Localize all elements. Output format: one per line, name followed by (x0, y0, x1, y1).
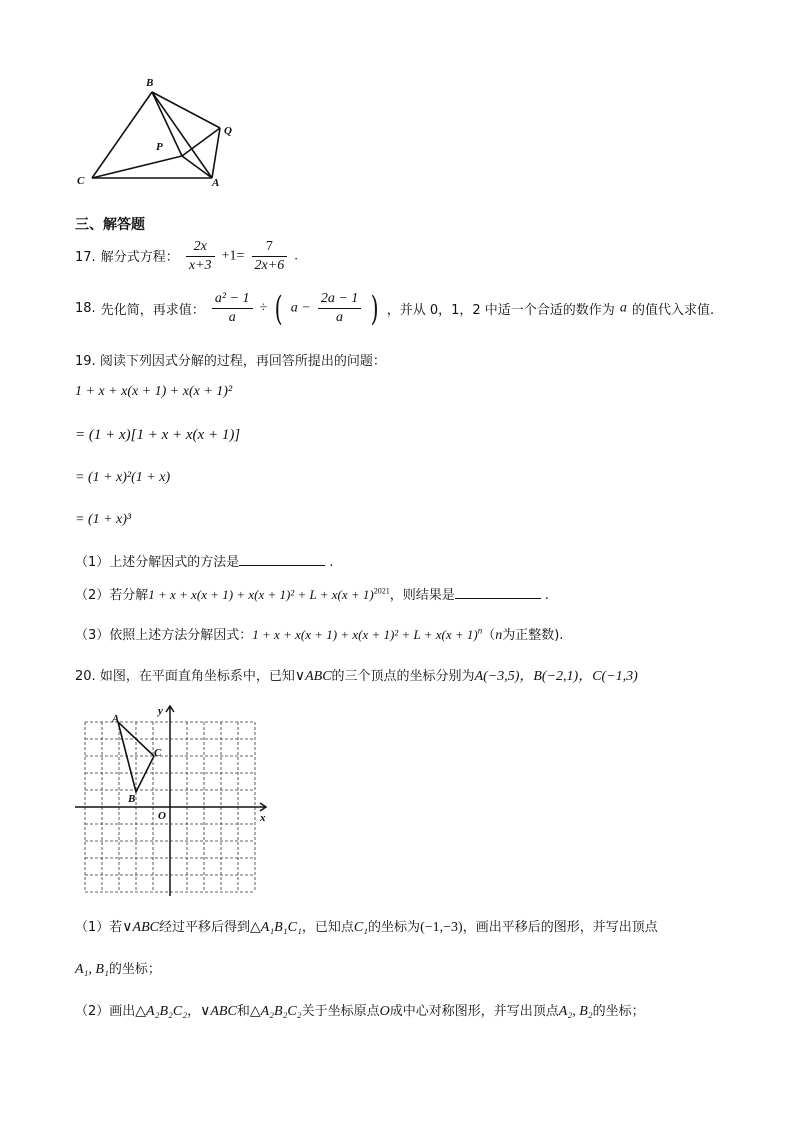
q18-f2-numerator: 2a − 1 (318, 290, 361, 309)
q18-f1-denominator: a (228, 310, 236, 325)
grid-label-c: C (154, 747, 162, 759)
q19-part-2 (75, 584, 549, 603)
q19-intro: 阅读下列因式分解的过程，再回答所提出的问题： (99, 354, 386, 369)
q19-part-1 (75, 551, 333, 570)
q17-text: 解分式方程： (100, 250, 179, 265)
q19-p3-exponent: n (477, 625, 483, 636)
q18-tail: ，并从 0，1，2 中适一个合适的数作为 (386, 303, 615, 318)
q20-text2: 的三个顶点的坐标分别为 (331, 669, 475, 684)
q20-p1-end2: 的坐标； (108, 962, 161, 977)
q18-var: a (619, 300, 627, 316)
grid-label-y: y (158, 705, 163, 717)
q20-p1-mid2: ，已知点 (301, 920, 354, 935)
q17-end: . (294, 248, 298, 264)
question-20 (75, 665, 638, 685)
question-17 (75, 238, 298, 275)
grid-label-b: B (128, 793, 136, 805)
q20-part-2 (75, 1000, 645, 1020)
q19-p3-text: （3）依照上述方法分解因式： (75, 628, 253, 643)
q20-p1-mid3: 的坐标为 (368, 920, 421, 935)
q20-p2-end: 的坐标； (592, 1004, 645, 1019)
label-p: P (156, 141, 163, 153)
q19-p3-var: n (495, 628, 503, 643)
q17-rhs-denominator: 2x+6 (254, 258, 285, 273)
q19-line-1: 1 + x + x(x + 1) + x(x + 1)² (75, 384, 233, 399)
q20-part-1-line-2 (75, 958, 161, 978)
q20-p1-end: ，画出平移后的图形，并写出顶点 (462, 920, 658, 935)
quadrilateral-figure (72, 72, 242, 194)
q17-lhs-fraction (186, 238, 215, 275)
q18-f1-numerator: a² − 1 (212, 290, 253, 309)
q20-p2-tri2: △A₂B₂C₂ (249, 1004, 302, 1019)
grid-label-o: O (158, 810, 166, 822)
q17-lhs-numerator: 2x (186, 238, 215, 257)
q20-p1-coord: (−1,−3) (420, 920, 463, 935)
label-a: A (212, 177, 220, 189)
q19-line-4: = (1 + x)³ (75, 512, 132, 527)
label-c: C (77, 175, 85, 187)
q19-p3-post: （ (482, 628, 496, 643)
q17-rhs-numerator: 7 (252, 238, 288, 257)
q19-p3-post2: 为正整数). (502, 628, 564, 643)
q20-triangle: ∨ABC (294, 669, 332, 684)
q20-p1-pre: （1）若 (75, 920, 123, 935)
q19-p2-post: ，则结果是 (389, 588, 455, 603)
q19-p2-end: . (544, 588, 549, 603)
q19-line-2: = (1 + x)[1 + x + x(x + 1)] (75, 427, 241, 443)
q17-lhs-denominator: x+3 (188, 258, 212, 273)
q19-intro-line (75, 350, 386, 369)
q19-p1-end: . (329, 555, 334, 570)
q20-p1-tri: ∨ABC (122, 920, 159, 935)
q20-p2-o: O (379, 1004, 390, 1019)
q20-p2-sep: ， (187, 1004, 201, 1019)
q17-number: 17. (75, 250, 96, 265)
q19-line-3: = (1 + x)²(1 + x) (75, 470, 171, 485)
q20-p1-mid: 经过平移后得到 (158, 920, 250, 935)
q18-f2-denominator: a (336, 310, 344, 325)
q19-p2-answer-blank[interactable] (455, 586, 541, 599)
label-b: B (146, 77, 154, 89)
grid-label-a: A (112, 713, 120, 725)
q19-p1-text: （1）上述分解因式的方法是 (75, 555, 240, 570)
q17-plus: +1= (221, 248, 245, 264)
q20-p2-pre: （2）画出 (75, 1004, 136, 1019)
q20-p2-pts: A₂, B₂ (558, 1004, 593, 1019)
q20-coords: A(−3,5)，B(−2,1)，C(−1,3) (474, 669, 638, 684)
q20-p2-mid2: 成中心对称图形，并写出顶点 (389, 1004, 559, 1019)
label-q: Q (224, 125, 232, 137)
q18-left-paren: ( (275, 288, 284, 329)
q19-p2-exponent: 2021 (373, 586, 390, 596)
q19-p3-expr: 1 + x + x(x + 1) + x(x + 1)² + L + x(x + 1) (252, 627, 478, 642)
q20-p2-tri0: ∨ABC (200, 1004, 237, 1019)
q17-rhs-fraction (252, 238, 288, 275)
q19-p2-expr: 1 + x + x(x + 1) + x(x + 1)² + L + x(x + 1) (148, 587, 374, 602)
q20-part-1-line-1 (75, 916, 658, 936)
q18-fraction-2 (318, 290, 361, 327)
q20-p2-and: 和 (236, 1004, 250, 1019)
q20-text: 如图，在平面直角坐标系中，已知 (99, 669, 295, 684)
q20-p1-pt: C₁ (353, 920, 369, 935)
q18-right-paren: ) (371, 288, 379, 329)
q18-number: 18. (75, 301, 96, 316)
section-heading: 三、解答题 (75, 217, 145, 233)
grid-label-x: x (260, 812, 266, 824)
q20-number: 20. (75, 669, 96, 684)
q20-p2-tri: △A₂B₂C₂ (135, 1004, 188, 1019)
q19-p2-text: （2）若分解 (75, 588, 149, 603)
question-18 (75, 290, 714, 327)
q18-tail2: 的值代入求值. (632, 303, 715, 318)
q19-p1-answer-blank[interactable] (239, 553, 325, 566)
q20-p1-tri2: △A₁B₁C₁ (250, 920, 302, 935)
q20-p1-pts: A₁, B₁ (75, 962, 109, 977)
coordinate-grid (70, 700, 280, 900)
q19-number: 19. (75, 354, 96, 369)
q20-p2-mid: 关于坐标原点 (301, 1004, 380, 1019)
q18-inner-a: a − (290, 300, 311, 316)
q18-divide: ÷ (259, 300, 268, 316)
q18-text: 先化简，再求值： (100, 303, 205, 318)
q19-part-3 (75, 624, 563, 644)
q18-fraction-1 (212, 290, 253, 327)
